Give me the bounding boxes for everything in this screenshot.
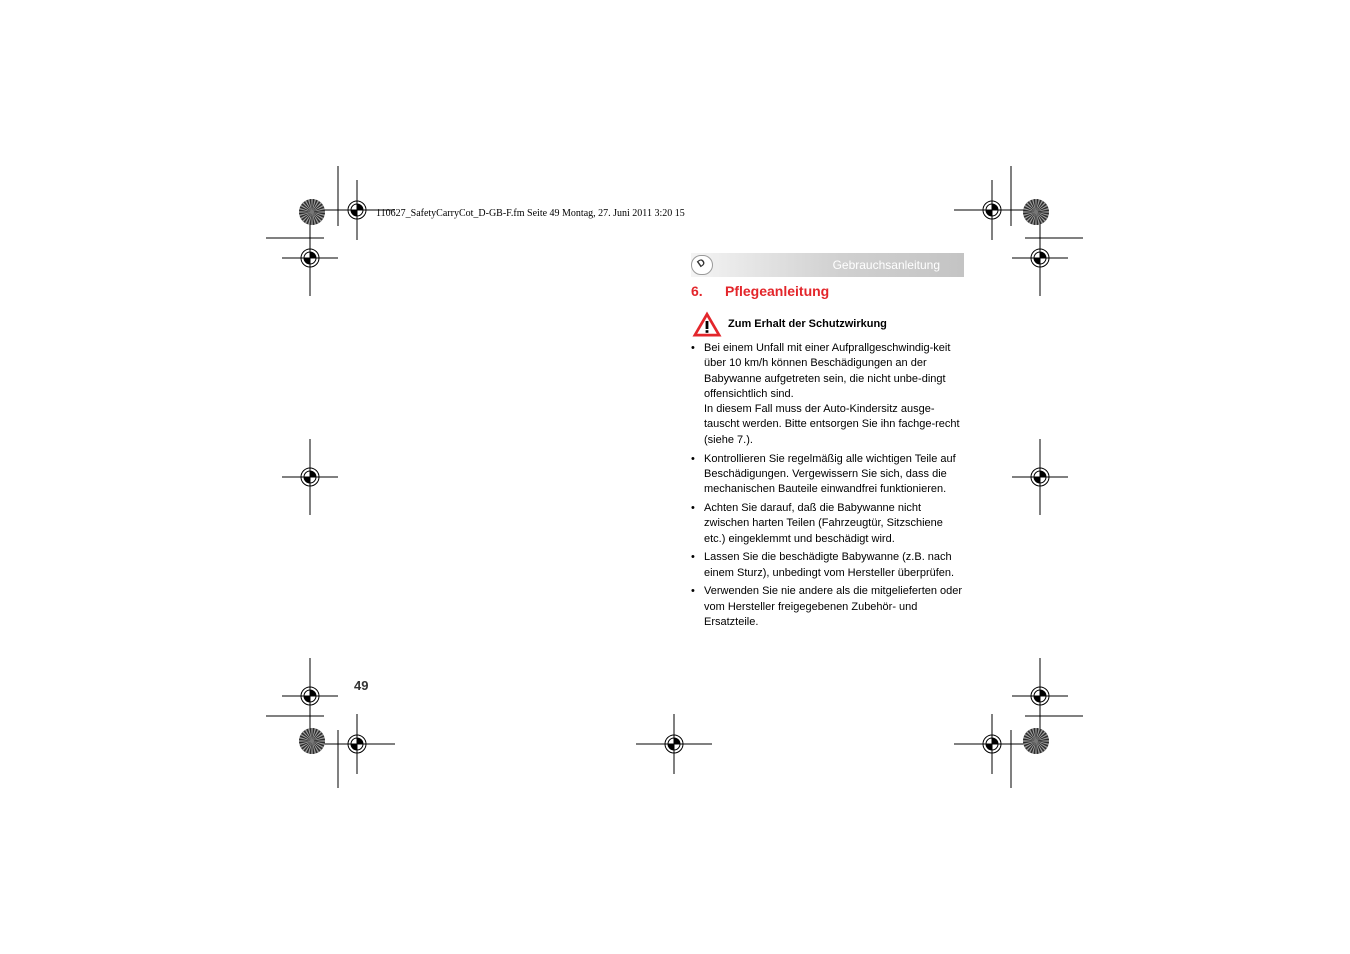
- header-bar: [691, 253, 964, 277]
- file-info: 110627_SafetyCarryCot_D-GB-F.fm Seite 49 Montag, 27. Juni 2011 3:20 15: [376, 208, 685, 219]
- list-item: [691, 501, 967, 547]
- section-number: 6.: [691, 283, 703, 299]
- list-item: [691, 584, 967, 630]
- registration-target-icon: [1012, 439, 1068, 515]
- list-item-text: • Lassen Sie die beschädigte Babywanne (z.B. nach einem Sturz), unbedingt vom Hersteller überprüfen.: [704, 551, 955, 579]
- section-title: Pflegeanleitung: [725, 283, 830, 299]
- registration-target-icon: [319, 714, 395, 774]
- care-instructions-list: [691, 341, 967, 634]
- list-item: [691, 550, 967, 581]
- language-tab-letter: D: [695, 256, 708, 271]
- list-item-text: • Bei einem Unfall mit einer Aufprallgeschwindig-keit über 10 km/h können Beschädigungen an der Babywanne aufgetreten sein, die nicht unbe-dingt offensichtlich sind.: [704, 342, 951, 400]
- language-tab-icon: [691, 255, 713, 275]
- list-item-text: • Verwenden Sie nie andere als die mitgelieferten oder vom Hersteller freigegebenen Zubehör- und Ersatzteile.: [704, 585, 963, 629]
- registration-target-icon: [282, 439, 338, 515]
- header-title: Gebrauchsanleitung: [832, 258, 940, 272]
- star-target-icon: [1023, 199, 1049, 225]
- registration-target-icon: [282, 220, 338, 296]
- warning-triangle-icon: [691, 310, 723, 338]
- list-item-extra: In diesem Fall muss der Auto-Kindersitz ausge-tauscht werden. Bitte entsorgen Sie ihn fachge-recht (siehe 7.).: [704, 403, 960, 446]
- registration-target-icon: [282, 658, 338, 734]
- registration-target-icon: [636, 714, 712, 774]
- registration-target-icon: [954, 714, 1030, 774]
- star-target-icon: [1023, 728, 1049, 754]
- page-number: 49: [354, 678, 369, 693]
- list-item-text: • Kontrollieren Sie regelmäßig alle wichtigen Teile auf Beschädigungen. Vergewissern Sie sich, dass die mechanischen Bauteile einwandfrei funktionieren.: [704, 452, 956, 496]
- section-heading: [691, 283, 829, 299]
- star-target-icon: [299, 199, 325, 225]
- list-item: [691, 341, 967, 448]
- warning-title: Zum Erhalt der Schutzwirkung: [728, 318, 887, 330]
- star-target-icon: [299, 728, 325, 754]
- list-item: [691, 452, 967, 498]
- registration-target-icon: [954, 180, 1030, 240]
- registration-target-icon: [1012, 220, 1068, 296]
- list-item-text: • Achten Sie darauf, daß die Babywanne nicht zwischen harten Teilen (Fahrzeugtür, Sitzschiene etc.) eingeklemmt und beschädigt wird.: [704, 501, 943, 545]
- registration-target-icon: [1012, 658, 1068, 734]
